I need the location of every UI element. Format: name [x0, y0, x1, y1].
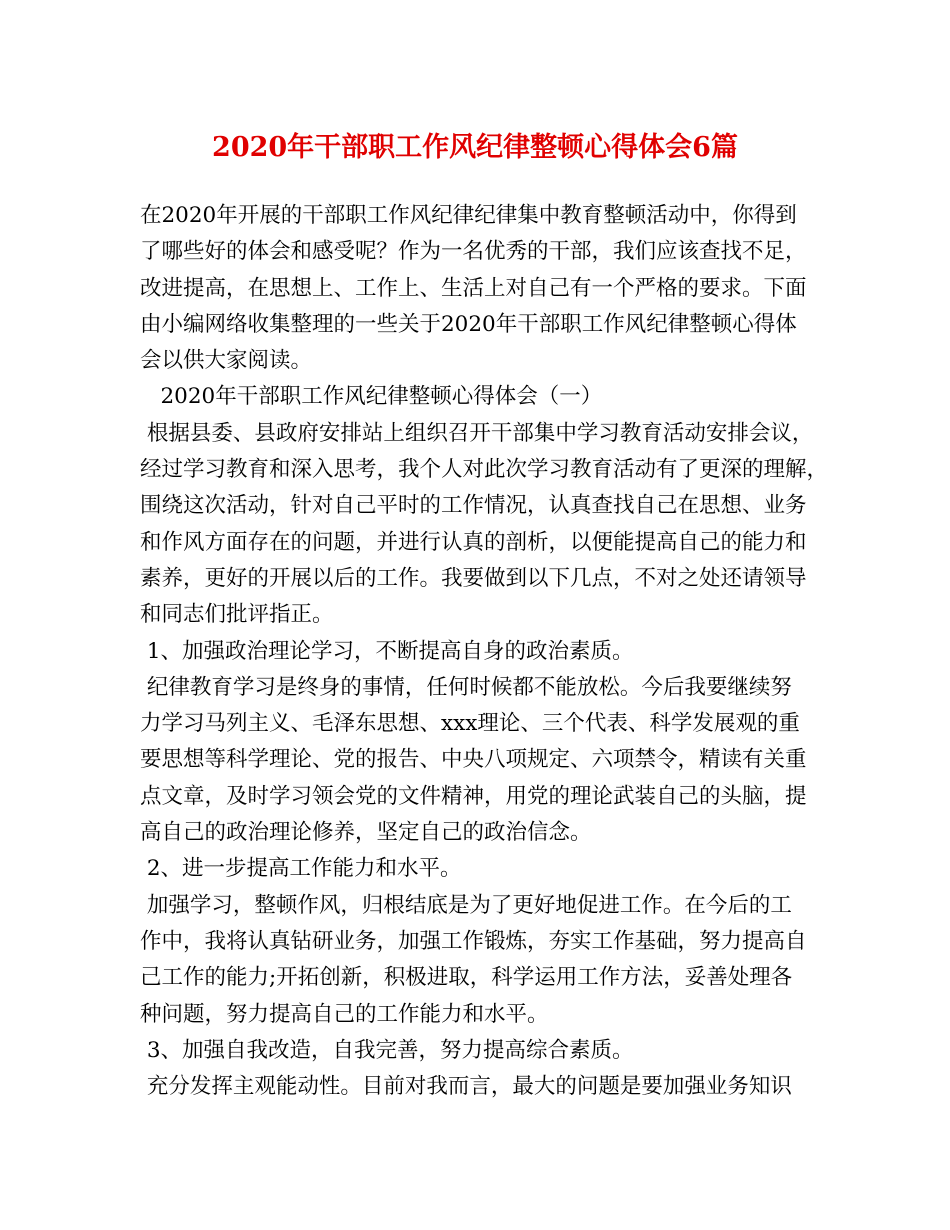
list-heading: 3、加强自我改造，自我完善，努力提高综合素质。 — [140, 1037, 634, 1063]
body-line: 和作风方面存在的问题，并进行认真的剖析，以便能提高自己的能力和 — [140, 529, 807, 555]
body-line: 点文章，及时学习领会党的文件精神，用党的理论武装自己的头脑，提 — [140, 783, 807, 809]
body-line: 在2020年开展的干部职工作风纪律纪律集中教育整顿活动中，你得到 — [140, 203, 797, 228]
body-line: 素养，更好的开展以后的工作。我要做到以下几点，不对之处还请领导 — [140, 565, 807, 591]
body-line: 和同志们批评指正。 — [140, 602, 334, 628]
body-line: 种问题，努力提高自己的工作能力和水平。 — [140, 1001, 549, 1027]
body-line: 经过学习教育和深入思考，我个人对此次学习教育活动有了更深的理解， — [140, 457, 829, 483]
body-line: 加强学习，整顿作风，归根结底是为了更好地促进工作。在今后的工 — [140, 892, 792, 918]
document-title: 2020年干部职工作风纪律整顿心得体会6篇 — [212, 132, 738, 163]
body-line: 力学习马列主义、毛泽东思想、xxx理论、三个代表、科学发展观的重 — [140, 711, 800, 737]
body-line: 改进提高，在思想上、工作上、生活上对自己有一个严格的要求。下面 — [140, 275, 807, 301]
list-heading: 2、进一步提高工作能力和水平。 — [140, 856, 462, 882]
body-line: 围绕这次活动，针对自己平时的工作情况，认真查找自己在思想、业务 — [140, 493, 807, 519]
body-line: 要思想等科学理论、党的报告、中央八项规定、六项禁令，精读有关重 — [140, 747, 807, 773]
body-line: 根据县委、县政府安排站上组织召开干部集中学习教育活动安排会议， — [140, 420, 814, 446]
body-line: 充分发挥主观能动性。目前对我而言，最大的问题是要加强业务知识 — [140, 1074, 792, 1100]
body-line: 了哪些好的体会和感受呢？作为一名优秀的干部，我们应该查找不足， — [140, 239, 807, 265]
body-line: 由小编网络收集整理的一些关于2020年干部职工作风纪律整顿心得体 — [140, 311, 797, 337]
body-line: 会以供大家阅读。 — [140, 348, 313, 374]
list-heading: 1、加强政治理论学习，不断提高自身的政治素质。 — [140, 638, 634, 664]
body-line: 作中，我将认真钻研业务，加强工作锻炼，夯实工作基础，努力提高自 — [140, 928, 807, 954]
body-line: 己工作的能力;开拓创新，积极进取，科学运用工作方法，妥善处理各 — [140, 965, 793, 991]
section-heading: 2020年干部职工作风纪律整顿心得体会（一） — [140, 384, 603, 410]
body-line: 高自己的政治理论修养，坚定自己的政治信念。 — [140, 820, 592, 846]
document-body — [140, 198, 829, 1105]
body-line: 纪律教育学习是终身的事情，任何时候都不能放松。今后我要继续努 — [140, 674, 792, 700]
